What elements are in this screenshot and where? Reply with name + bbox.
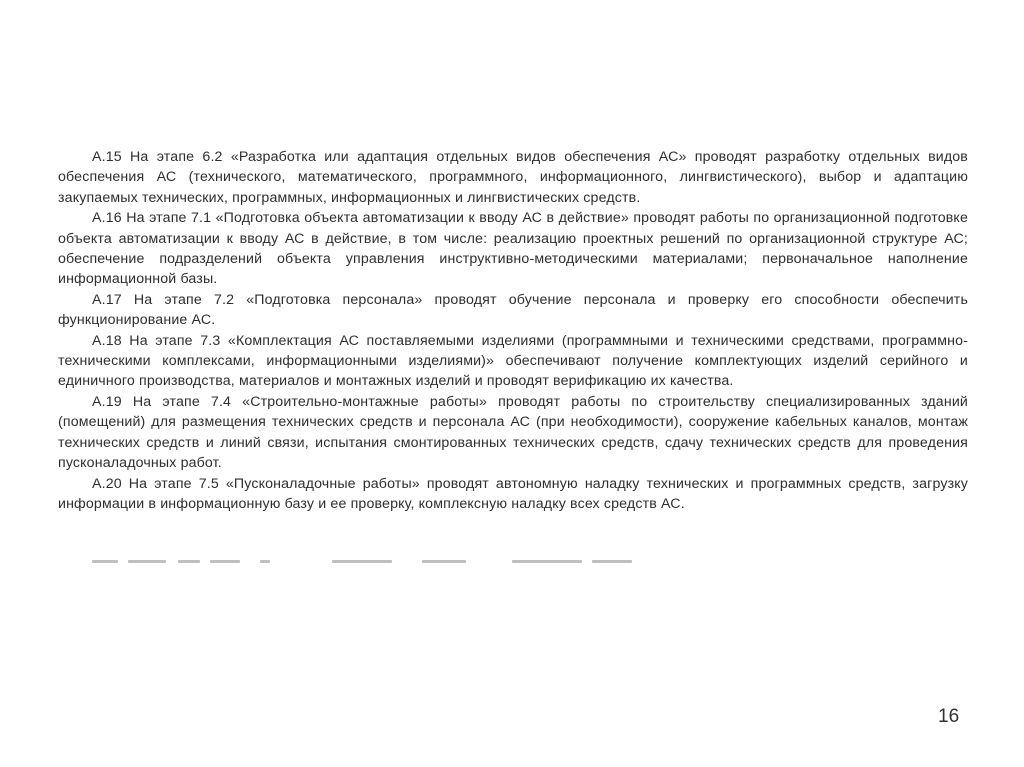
paragraph-a19: А.19 На этапе 7.4 «Строительно-монтажные работы» проводят работы по строительству специализированных зданий (помещений) для размещения технических средств и персонала АС (при необходимости), сооружение кабельных каналов, монтаж технических средств и линий связи, испытания смонтированных технических средств, сдачу технических средств для проведения пусконаладочных работ. bbox=[58, 393, 968, 472]
cropped-text-line bbox=[92, 560, 652, 564]
paragraph-a18: А.18 На этапе 7.3 «Комплектация АС поставляемыми изделиями (программными и техническими средствами, программно-техническими комплексами, информационными изделиями)» обеспечивают получение комплектующих изделий серийного и единичного производства, материалов и монтажных изделий и проводят верификацию их качества. bbox=[58, 332, 968, 390]
paragraph-a20: А.20 На этапе 7.5 «Пусконаладочные работы» проводят автономную наладку технических и программных средств, загрузку информации в информационную базу и ее проверку, комплексную наладку всех средств АС. bbox=[58, 475, 968, 512]
document-body bbox=[58, 147, 968, 514]
page-number: 16 bbox=[938, 706, 960, 727]
paragraph-a16: А.16 На этапе 7.1 «Подготовка объекта автоматизации к вводу АС в действие» проводят работы по организационной подготовке объекта автоматизации к вводу АС в действие, в том числе: реализацию проектных решений по организационной структуре АС; обеспечение подразделений объекта управления инструктивно-методическими материалами; первоначальное наполнение информационной базы. bbox=[58, 210, 968, 288]
paragraph-a17: А.17 На этапе 7.2 «Подготовка персонала» проводят обучение персонала и проверку его способности обеспечить функционирование АС. bbox=[58, 291, 968, 329]
paragraph-a15: А.15 На этапе 6.2 «Разработка или адаптация отдельных видов обеспечения АС» проводят разработку отдельных видов обеспечения АС (технического, математического, программного, информационного, лингвистического), выбор и адаптацию закупаемых технических, программных, информационных и лингвистических средств. bbox=[58, 149, 968, 206]
